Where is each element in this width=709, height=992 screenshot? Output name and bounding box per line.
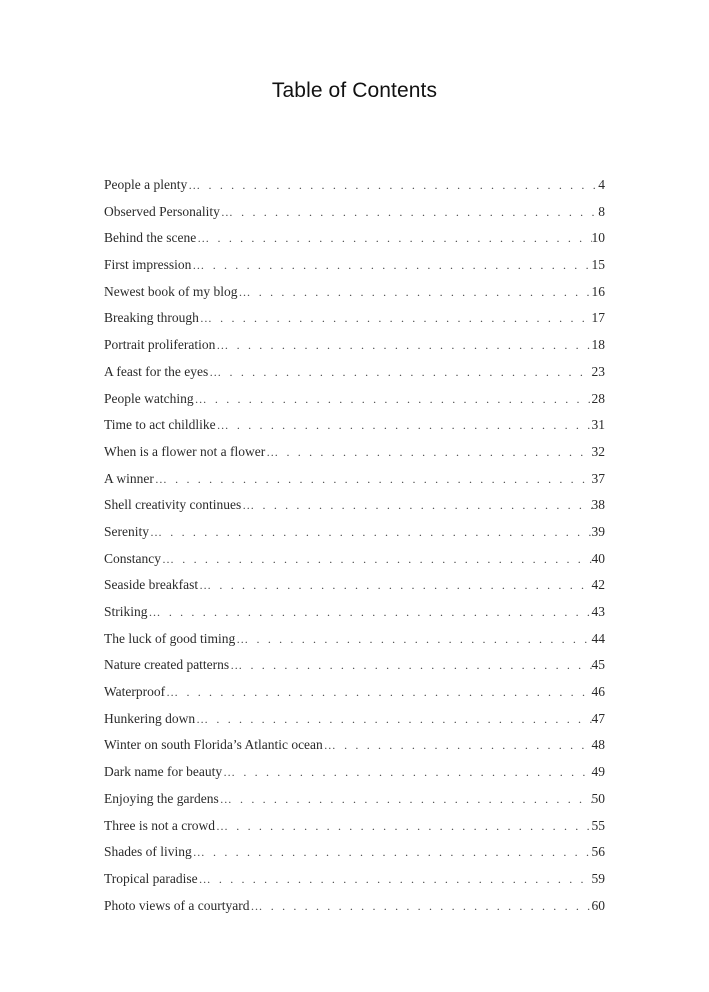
toc-entry-page-number: 48 (591, 737, 605, 753)
toc-entry[interactable] (104, 359, 605, 386)
toc-entry-page-number: 10 (591, 230, 605, 246)
toc-entry[interactable] (104, 279, 605, 306)
toc-dot-leader (241, 492, 591, 519)
toc-entry-title: Observed Personality (104, 203, 220, 219)
toc-entry[interactable] (104, 786, 605, 813)
toc-dot-leader (249, 893, 591, 920)
toc-entry[interactable] (104, 893, 605, 920)
toc-entry[interactable] (104, 439, 605, 466)
toc-dot-leader (235, 626, 591, 653)
toc-dot-leader (219, 786, 592, 813)
toc-list (104, 172, 605, 919)
toc-entry-title: Enjoying the gardens (104, 790, 219, 806)
toc-entry-page-number: 23 (591, 363, 605, 379)
toc-entry[interactable] (104, 652, 605, 679)
toc-dot-leader (165, 679, 591, 706)
toc-entry[interactable] (104, 225, 605, 252)
toc-dot-leader (216, 412, 592, 439)
toc-entry-title: First impression (104, 257, 192, 273)
toc-entry-page-number: 60 (591, 897, 605, 913)
toc-entry-title: Winter on south Florida’s Atlantic ocean (104, 737, 323, 753)
page-title: Table of Contents (271, 79, 438, 102)
toc-entry-title: Serenity (104, 523, 149, 539)
toc-entry-title: When is a flower not a flower (104, 443, 266, 459)
toc-entry-title: The luck of good timing (104, 630, 236, 646)
toc-dot-leader (194, 386, 592, 413)
toc-entry-title: Nature created patterns (104, 657, 230, 673)
toc-entry-page-number: 46 (591, 684, 605, 700)
toc-entry[interactable] (104, 252, 605, 279)
toc-dot-leader (161, 546, 592, 573)
toc-entry-page-number: 45 (591, 657, 605, 673)
toc-entry-title: A feast for the eyes (104, 363, 209, 379)
toc-entry[interactable] (104, 759, 605, 786)
toc-entry-page-number: 42 (591, 577, 605, 593)
toc-dot-leader (215, 332, 591, 359)
toc-entry[interactable] (104, 466, 605, 493)
toc-entry[interactable] (104, 199, 605, 226)
toc-entry[interactable] (104, 599, 605, 626)
toc-entry-title: A winner (104, 470, 154, 486)
toc-entry[interactable] (104, 492, 605, 519)
toc-entry-title: People watching (104, 390, 194, 406)
toc-entry-page-number: 40 (591, 550, 605, 566)
toc-entry-title: Behind the scene (104, 230, 197, 246)
toc-entry-title: Constancy (104, 550, 161, 566)
toc-dot-leader (323, 732, 592, 759)
toc-entry[interactable] (104, 305, 605, 332)
toc-dot-leader (237, 279, 591, 306)
toc-dot-leader (215, 813, 592, 840)
toc-entry-title: Hunkering down (104, 710, 196, 726)
toc-entry-title: Three is not a crowd (104, 817, 215, 833)
toc-entry-page-number: 31 (591, 417, 605, 433)
toc-entry-title: Breaking through (104, 310, 199, 326)
toc-dot-leader (198, 572, 591, 599)
toc-entry-page-number: 44 (591, 630, 605, 646)
toc-entry-title: Dark name for beauty (104, 764, 223, 780)
toc-entry-page-number: 39 (591, 523, 605, 539)
toc-entry-page-number: 38 (591, 497, 605, 513)
toc-entry-page-number: 8 (598, 203, 605, 219)
toc-entry-title: Waterproof (104, 684, 166, 700)
toc-entry-title: Seaside breakfast (104, 577, 199, 593)
toc-entry-page-number: 49 (591, 764, 605, 780)
toc-entry[interactable] (104, 412, 605, 439)
toc-entry[interactable] (104, 866, 605, 893)
toc-entry-page-number: 32 (591, 443, 605, 459)
toc-entry-page-number: 17 (591, 310, 605, 326)
toc-entry-page-number: 47 (591, 710, 605, 726)
toc-entry-page-number: 28 (591, 390, 605, 406)
toc-entry-title: Shades of living (104, 844, 192, 860)
toc-dot-leader (195, 706, 591, 733)
toc-dot-leader (220, 199, 598, 226)
toc-entry[interactable] (104, 706, 605, 733)
toc-entry-title: Newest book of my blog (104, 283, 238, 299)
toc-dot-leader (154, 466, 592, 493)
toc-entry-page-number: 43 (591, 604, 605, 619)
toc-entry[interactable] (104, 332, 605, 359)
toc-entry-page-number: 59 (591, 870, 605, 886)
toc-dot-leader (196, 225, 591, 252)
toc-entry-title: Time to act childlike (104, 417, 216, 433)
toc-entry[interactable] (104, 732, 605, 759)
toc-dot-leader (198, 866, 592, 893)
toc-entry[interactable] (104, 626, 605, 653)
toc-entry-title: Striking (104, 604, 148, 619)
toc-entry-page-number: 16 (591, 283, 605, 299)
toc-entry[interactable] (104, 172, 605, 199)
toc-dot-leader (148, 599, 592, 626)
toc-dot-leader (187, 172, 598, 199)
toc-entry-title: Tropical paradise (104, 870, 198, 886)
toc-dot-leader (208, 359, 591, 386)
toc-entry-title: Shell creativity continues (104, 497, 242, 513)
toc-entry[interactable] (104, 813, 605, 840)
toc-entry-page-number: 55 (591, 817, 605, 833)
toc-entry[interactable] (104, 546, 605, 573)
toc-entry[interactable] (104, 519, 605, 546)
toc-entry-page-number: 50 (591, 790, 605, 806)
toc-dot-leader (149, 519, 592, 546)
toc-dot-leader (265, 439, 591, 466)
toc-entry-page-number: 4 (598, 177, 605, 192)
toc-entry-title: Portrait proliferation (104, 337, 216, 353)
toc-dot-leader (199, 305, 592, 332)
toc-entry-page-number: 18 (591, 337, 605, 353)
toc-dot-leader (222, 759, 591, 786)
toc-dot-leader (191, 252, 591, 279)
toc-entry[interactable] (104, 386, 605, 413)
toc-entry-page-number: 37 (591, 470, 605, 486)
toc-dot-leader (229, 652, 591, 679)
toc-entry-title: People a plenty (104, 177, 188, 192)
toc-entry-page-number: 56 (591, 844, 605, 860)
toc-entry-page-number: 15 (591, 257, 605, 273)
toc-entry[interactable] (104, 839, 605, 866)
toc-entry[interactable] (104, 679, 605, 706)
toc-entry[interactable] (104, 572, 605, 599)
toc-entry-title: Photo views of a courtyard (104, 897, 250, 913)
toc-dot-leader (192, 839, 592, 866)
